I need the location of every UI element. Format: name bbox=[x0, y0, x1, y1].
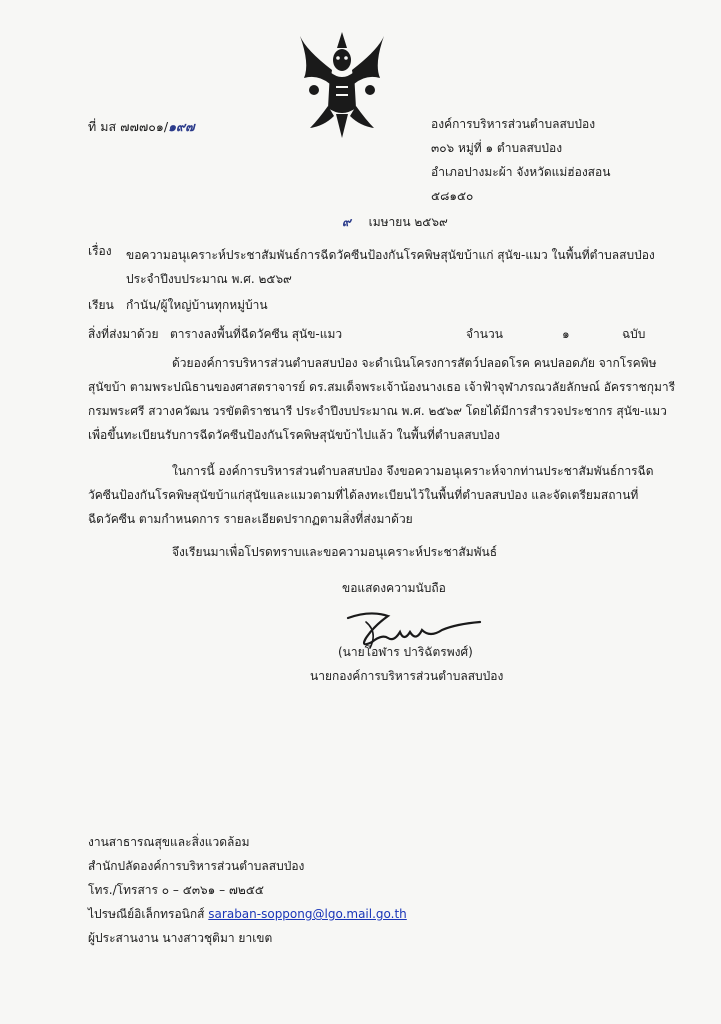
enclosure-qty-label: จำนวน bbox=[466, 327, 503, 341]
paragraph-line: เพื่อขึ้นทะเบียนรับการฉีดวัคซีนป้องกันโรคพิษสุนัขบ้าไปแล้ว ในพื้นที่ตำบลสบป่อง bbox=[88, 428, 501, 442]
footer-contact bbox=[88, 830, 407, 950]
paragraph-line: สุนัขบ้า ตามพระปณิธานของศาสตราจารย์ ดร.สมเด็จพระเจ้าน้องนางเธอ เจ้าฟ้าจุฬาภรณวลัยลักษณ์ อัครราชกุมารี bbox=[88, 380, 676, 394]
org-line: อำเภอปางมะผ้า จังหวัดแม่ฮ่องสอน bbox=[431, 165, 611, 179]
enclosure-label: สิ่งที่ส่งมาด้วย bbox=[88, 327, 159, 341]
paragraph-line: ในการนี้ องค์การบริหารส่วนตำบลสบป่อง จึงขอความอนุเคราะห์จากท่านประชาสัมพันธ์การฉีด bbox=[172, 464, 654, 478]
ref-number: ๗๗๗๐๑/ bbox=[120, 119, 169, 134]
body-paragraph-2 bbox=[88, 459, 654, 531]
date-day-handwritten: ๙ bbox=[342, 215, 351, 229]
org-address bbox=[431, 116, 610, 212]
ref-handwritten: ๑๙๗ bbox=[168, 119, 195, 134]
footer-email-label: ไปรษณีย์อิเล็กทรอนิกส์ bbox=[88, 907, 205, 921]
paragraph-line: ด้วยองค์การบริหารส่วนตำบลสบป่อง จะดำเนินโครงการสัตว์ปลอดโรค คนปลอดภัย จากโรคพิษ bbox=[172, 356, 657, 370]
paragraph-line: วัคซีนป้องกันโรคพิษสุนัขบ้าแก่สุนัขและแมวตามที่ได้ลงทะเบียนไว้ในพื้นที่ตำบลสบป่อง และจัดเตรียมสถานที่ bbox=[88, 488, 639, 502]
enclosure-text: ตารางลงพื้นที่ฉีดวัคซีน สุนัข-แมว bbox=[170, 327, 343, 341]
garuda-emblem-icon bbox=[296, 30, 388, 140]
org-line: ๕๘๑๕๐ bbox=[431, 189, 474, 203]
body-paragraph-1 bbox=[88, 351, 675, 447]
org-line: ๓๐๖ หมู่ที่ ๑ ตำบลสบป่อง bbox=[431, 141, 563, 155]
subject-line: ขอความอนุเคราะห์ประชาสัมพันธ์การฉีดวัคซีนป้องกันโรคพิษสุนัขบ้าแก่ สุนัข-แมว ในพื้นที่ตำบลสบป่อง bbox=[126, 248, 655, 262]
paragraph-line: ฉีดวัคซีน ตามกำหนดการ รายละเอียดปรากฏตามสิ่งที่ส่งมาด้วย bbox=[88, 512, 413, 526]
subject-label: เรื่อง bbox=[88, 244, 112, 258]
ref-label: ที่ มส bbox=[88, 119, 117, 134]
to-label: เรียน bbox=[88, 298, 114, 312]
footer-dept: งานสาธารณสุขและสิ่งแวดล้อม bbox=[88, 835, 250, 849]
closing: ขอแสดงความนับถือ bbox=[342, 581, 446, 595]
footer-coordinator: ผู้ประสานงาน นางสาวชุติมา ยาเขต bbox=[88, 931, 273, 945]
email-link[interactable]: saraban-soppong@lgo.mail.go.th bbox=[208, 907, 407, 921]
reference-number bbox=[88, 118, 195, 135]
subject-line: ประจำปีงบประมาณ พ.ศ. ๒๕๖๙ bbox=[126, 272, 292, 286]
signer-name: (นายโอฬาร ปาริฉัตรพงศ์) bbox=[338, 645, 473, 659]
footer-office: สำนักปลัดองค์การบริหารส่วนตำบลสบป่อง bbox=[88, 859, 305, 873]
to-text: กำนัน/ผู้ใหญ่บ้านทุกหมู่บ้าน bbox=[126, 298, 268, 312]
footer-email-line bbox=[88, 902, 407, 926]
enclosure-unit: ฉบับ bbox=[622, 327, 646, 341]
enclosure-qty: ๑ bbox=[562, 327, 570, 341]
date-month-year: เมษายน ๒๕๖๙ bbox=[368, 215, 448, 229]
subject-text bbox=[126, 243, 655, 291]
org-line: องค์การบริหารส่วนตำบลสบป่อง bbox=[431, 117, 596, 131]
footer-phone: โทร./โทรสาร ๐ – ๕๓๖๑ – ๗๒๕๕ bbox=[88, 883, 264, 897]
body-paragraph-3: จึงเรียนมาเพื่อโปรดทราบและขอความอนุเคราะห์ประชาสัมพันธ์ bbox=[172, 545, 498, 559]
signer-title: นายกองค์การบริหารส่วนตำบลสบป่อง bbox=[310, 669, 504, 683]
paragraph-line: กรมพระศรี สวางควัฒน วรขัตติราชนารี ประจำปีงบประมาณ พ.ศ. ๒๕๖๙ โดยได้มีการสำรวจประชากร สุนัข-แมว bbox=[88, 404, 667, 418]
letter-date bbox=[342, 214, 448, 231]
